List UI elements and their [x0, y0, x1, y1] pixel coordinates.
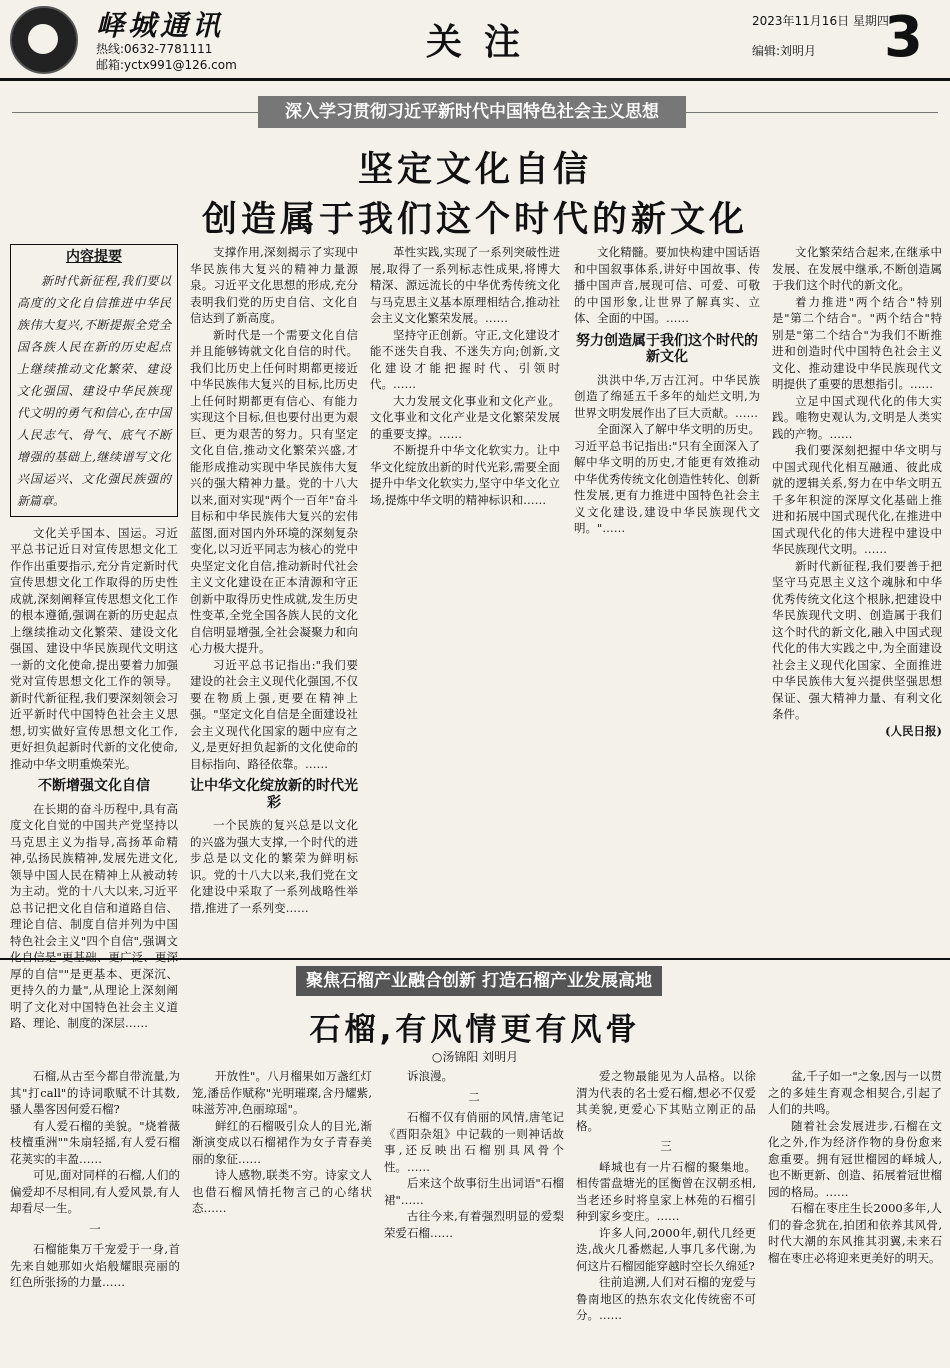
- paragraph: 石榴在枣庄生长2000多年,人们的眷念犹在,拍团和依养其风骨,时代大潮的东风推其羽翼,未来石榴在枣庄必将迎来更美好的明天。: [768, 1201, 942, 1265]
- paragraph: 开放性"。八月榴果如万盏红灯笼,潘岳作赋称"光明璀璨,含丹耀紫,味滋芳冲,色丽琼瑶"。: [192, 1069, 372, 1116]
- paragraph: 峄城也有一片石榴的聚集地。相传雷盘塘光的匡衡曾在汉朝丞相,当老还乡时将皇家上林苑的石榴引种到家乡变庄。……: [576, 1159, 756, 1223]
- section-title: 关注: [426, 22, 543, 63]
- paragraph: 坚持守正创新。守正,文化建设才能不迷失自我、不迷失方向;创新,文化建设才能把握时代、引领时代。……: [370, 327, 560, 391]
- paragraph: 习近平总书记指出:"我们要建设的社会主义现代化强国,不仅要在物质上强,更要在精神上强。"坚定文化自信是全面建设社会主义现代化国家的题中应有之义,是更好担负起新的文化使命的目标指向、路径依靠。……: [190, 657, 358, 771]
- source-credit: (人民日报): [885, 723, 942, 738]
- paragraph: 革性实践,实现了一系列突破性进展,取得了一系列标志性成果,将博大精深、源远流长的中华优秀传统文化与马克思主义基本原理相结合,推动社会主义文化繁荣发展。……: [370, 245, 560, 325]
- paragraph: 不断提升中华文化软实力。让中华文化绽放出新的时代光彩,需要全面提升中华文化软实力,坚守中华文化立场,提炼中华文明的精神标识和……: [370, 443, 560, 507]
- article1-column-5: [772, 244, 942, 952]
- article2-column-2: [192, 1068, 372, 1364]
- abstract-body: 新时代新征程,我们要以高度的文化自信推进中华民族伟大复兴,不断提振全党全国各族人民在新的历史起点上继续推动文化繁荣、建设文化强国、建设中华民族现代文明的勇气和信心,在中国人民志气、骨气、底气不断增强的基础上,继续谱写文化兴国运兴、文化强民族强的新篇章。: [17, 273, 171, 508]
- page-number: 3: [884, 5, 923, 70]
- article2-column-3: [384, 1068, 564, 1364]
- paragraph: 着力推进"两个结合"特别是"第二个结合"。"两个结合"特别是"第二个结合"为我们不断推进和创造时代中国特色社会主义文化、推动建设中华民族现代文明提供了重要的思想指引。……: [772, 294, 942, 391]
- newspaper-logo: [10, 6, 78, 74]
- paper-name: 峄城通讯: [96, 9, 225, 42]
- paragraph: 石榴能集万千宠爱于一身,首先来自她那如火焰般耀眼亮丽的红色所张扬的力量……: [10, 1242, 180, 1289]
- paragraph: 往前追溯,人们对石榴的宠爱与鲁南地区的热东农文化传统密不可分。……: [576, 1275, 756, 1322]
- paragraph: 有人爱石榴的美貌。"烧着薇枝檀重洲""朱扇轻摇,有人爱石榴花荚实的丰盈……: [10, 1118, 180, 1166]
- section-number: 二: [468, 1089, 480, 1104]
- article2-column-4: [576, 1068, 756, 1364]
- editor: 编辑:刘明月: [752, 44, 817, 58]
- paragraph: 许多人问,2000年,朝代几经更迭,战火几番燃起,人事几多代谢,为何这片石榴园能穿越时空长久绵延?: [576, 1225, 756, 1273]
- article2-column-5: [768, 1068, 942, 1364]
- hotline: 热线:0632-7781111: [96, 42, 213, 56]
- section-divider: [0, 958, 950, 960]
- paragraph: 鲜红的石榴吸引众人的目光,渐渐演变成以石榴裙作为女子青春美丽的象征……: [192, 1118, 372, 1166]
- article2-byline: ○汤锦阳 刘明月: [431, 1050, 519, 1064]
- subheading: 努力创造属于我们这个时代的新文化: [576, 332, 758, 365]
- paragraph: 盆,千子如一"之象,因与一以贯之的多娃生育观念相契合,引起了人们的共鸣。: [768, 1069, 942, 1116]
- article1-column-4: [574, 244, 760, 952]
- paragraph: 可见,面对同样的石榴,人们的偏爱却不尽相同,有人爱风景,有人却看尽一生。: [10, 1168, 180, 1215]
- paragraph: 爱之物最能见为人品格。以徐渭为代表的名士爱石榴,想必不仅爱其美貌,更爱心下其贴立刚正的品格。: [576, 1069, 756, 1133]
- article2-column-1: [10, 1068, 180, 1364]
- paragraph: 立足中国式现代化的伟大实践。唯物史观认为,文明是人类实践的产物。……: [772, 393, 942, 441]
- paragraph: 诉浪漫。: [407, 1069, 453, 1083]
- subheading: 不断增强文化自信: [38, 778, 150, 794]
- masthead: [0, 0, 950, 81]
- paragraph: 在长期的奋斗历程中,具有高度文化自觉的中国共产党坚持以马克思主义为指导,高扬革命精神,弘扬民族精神,发展先进文化,领导中国人民在精神上从被动转为主动。党的十八大以来,习近平总书记把文化自信和道路自信、理论自信、制度自信并列为中国特色社会主义"四个自信",强调文化自信是"更基础、更广泛、更深厚的自信""是更基本、更深沉、更持久的力量",从理论上深刻阐明了文化对中国特色社会主义道路、理论、制度的深层……: [10, 801, 178, 1030]
- issue-date: 2023年11月16日 星期四: [752, 14, 889, 28]
- paragraph: 洪洪中华,万古江河。中华民族创造了绵延五千多年的灿烂文明,为世界文明发展作出了巨大贡献。……: [574, 372, 760, 420]
- section-number: 一: [89, 1221, 101, 1236]
- paragraph: 大力发展文化事业和文化产业。文化事业和文化产业是文化繁荣发展的重要支撑。……: [370, 393, 560, 441]
- paragraph: 诗人感物,联类不穷。诗家文人也借石榴风情托物言己的心绪状态……: [192, 1168, 372, 1215]
- article1-column-2: [190, 244, 358, 952]
- article2-headline: 石榴,有风情更有风骨: [309, 1012, 641, 1048]
- paragraph: 后来这个故事衍生出词语"石榴裙"……: [384, 1176, 564, 1207]
- subheading: 让中华文化绽放新的时代光彩: [190, 778, 358, 811]
- paragraph: 古往今来,有着强烈明显的爱梨荣爱石榴……: [384, 1209, 564, 1240]
- abstract-title: 内容提要: [66, 249, 122, 265]
- paragraph: 石榴,从古至今都自带流量,为其"打call"的诗词歌赋不计其数,骚人墨客因何爱石榴?: [10, 1069, 180, 1116]
- article1-headline-2: 创造属于我们这个时代的新文化: [201, 200, 748, 240]
- article1-banner: 深入学习贯彻习近平新时代中国特色社会主义思想: [258, 96, 686, 128]
- article1-headline-1: 坚定文化自信: [357, 150, 592, 190]
- section-number: 三: [660, 1139, 672, 1153]
- paragraph: 我们要深刻把握中华文明与中国式现代化相互融通、彼此成就的逻辑关系,努力在中华文明五千多年积淀的深厚文化基础上推进和拓展中国式现代化,在推进中国式现代化的伟大进程中建设中华民族现代文明。……: [772, 443, 942, 556]
- article1-column-1: [10, 244, 178, 1030]
- paragraph: 随着社会发展进步,石榴在文化之外,作为经济作物的身份愈来愈重要。拥有冠世榴园的峄城人,也不断更新、创造、拓展着冠世榴园的格局。……: [768, 1118, 942, 1199]
- paragraph: 文化繁荣结合起来,在继承中发展、在发展中继承,不断创造属于我们这个时代的新文化。: [772, 245, 942, 292]
- article1-column-3: [370, 244, 560, 952]
- abstract-box: [10, 244, 178, 517]
- email: 邮箱:yctx991@126.com: [96, 58, 237, 72]
- paragraph: 文化精髓。要加快构建中国话语和中国叙事体系,讲好中国故事、传播中国声音,展现可信、可爱、可敬的中国形象,让世界了解真实、立体、全面的中国。……: [574, 245, 760, 325]
- paragraph: 石榴不仅有俏丽的风情,唐笔记《酉阳杂俎》中记载的一则神话故事,还反映出石榴别具风骨个性。……: [384, 1110, 564, 1174]
- paragraph: 一个民族的复兴总是以文化的兴盛为强大支撑,一个时代的进步总是以文化的繁荣为鲜明标识。党的十八大以来,我们党在文化建设中采取了一系列战略性举措,推进了一系列变……: [190, 818, 358, 915]
- article2-banner: 聚焦石榴产业融合创新 打造石榴产业发展高地: [296, 966, 662, 996]
- paragraph: 新时代是一个需要文化自信并且能够铸就文化自信的时代。我们比历史上任何时期都更接近中华民族伟大复兴的目标,比历史上任何时期都更有信心、有能力实现这个目标,但也要付出更为艰巨、更为艰苦的努力。只有坚定文化自信,推动文化繁荣兴盛,才能形成推动实现中华民族伟大复兴的强大精神力量。党的十八大以来,面对实现"两个一百年"奋斗目标和中华民族伟大复兴的宏伟蓝图,面对国内外环境的深刻复杂变化,以习近平同志为核心的党中央坚定文化自信,推动新时代社会主义文化建设在正本清源和守正创新中取得历史性成就,发生历史性变革,全党全国各族人民的文化自信明显增强,全社会凝聚力和向心力极大提升。: [190, 327, 358, 655]
- paragraph: 新时代新征程,我们要善于把坚守马克思主义这个魂脉和中华优秀传统文化这个根脉,把建设中华民族现代文明、创造属于我们这个时代的新文化,融入中国式现代化的伟大实践之中,为全面建设社会主义现代化国家、全面推进中华民族伟大复兴提供坚强思想保证、强大精神力量、有利文化条件。: [772, 558, 942, 721]
- paragraph: 支撑作用,深刻揭示了实现中华民族伟大复兴的精神力量源泉。习近平文化思想的形成,充分表明我们党的历史自信、文化自信达到了新高度。: [190, 245, 358, 325]
- paragraph: 文化关乎国本、国运。习近平总书记近日对宣传思想文化工作作出重要指示,充分肯定新时代宣传思想文化工作取得的历史性成就,深刻阐释宣传思想文化工作的根本遵循,强调在新的历史起点上继续推动文化繁荣、建设文化强国、建设中华民族现代文明这一新的文化使命,提出要着力加强党对宣传思想文化工作的领导。新时代新征程,我们要深刻领会习近平新时代中国特色社会主义思想,切实做好宣传思想文化工作,更好担负起新时代新的文化使命,推动中华文明重焕荣光。: [10, 525, 178, 771]
- paragraph: 全面深入了解中华文明的历史。习近平总书记指出:"只有全面深入了解中华文明的历史,才能更有效推动中华优秀传统文化创造性转化、创新性发展,更有力推进中国特色社会主义文化建设,建设中华民族现代文明。"……: [574, 422, 760, 535]
